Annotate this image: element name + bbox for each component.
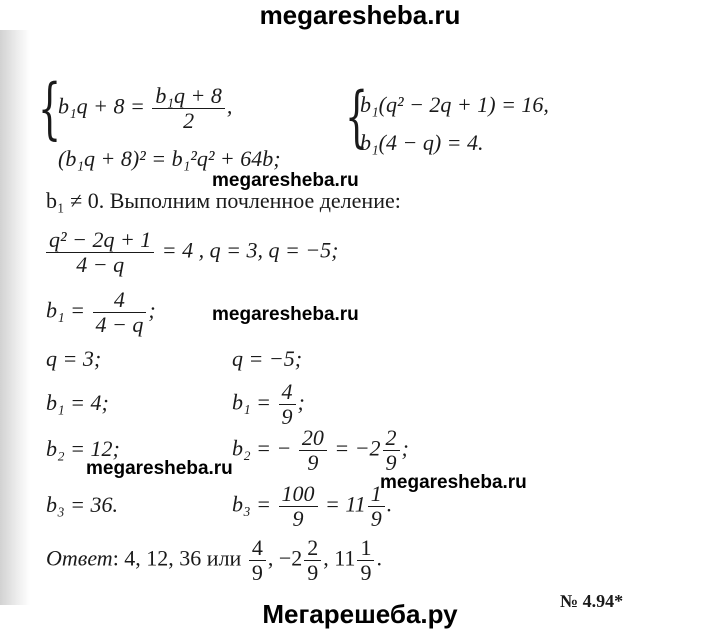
answer-line xyxy=(46,536,382,585)
case2-b2-denominator: 9 xyxy=(307,450,319,475)
b1-formula-numerator: 4 xyxy=(93,288,147,313)
eq1-denominator: 2 xyxy=(183,108,195,133)
case1-b2: b₂ = 12; xyxy=(46,436,120,461)
case2-b2-tail: ; xyxy=(401,435,409,461)
eq1-lhs: b₁q + 8 = xyxy=(58,93,145,119)
left-system-eq1 xyxy=(58,84,232,133)
case2-b2-mixed-fraction xyxy=(383,426,400,475)
b1-formula-fraction xyxy=(93,288,147,337)
eq1-tail: , xyxy=(226,93,233,119)
case2-b1-denominator: 9 xyxy=(281,404,293,429)
case2-b3-mixed-denominator: 9 xyxy=(370,506,382,531)
case2-b2-fraction xyxy=(299,426,327,475)
answer-text3: , 11 xyxy=(323,545,356,571)
b1-formula-lhs: b₁ = xyxy=(46,297,85,323)
right-system-eq1: b₁(q² − 2q + 1) = 16, xyxy=(360,92,549,117)
answer-fraction-2 xyxy=(304,536,321,585)
watermark-mid-1: megaresheba.ru xyxy=(212,170,359,191)
eq1-fraction xyxy=(152,84,225,133)
answer-f2-numerator: 2 xyxy=(304,536,321,561)
case2-q: q = −5; xyxy=(232,346,303,371)
answer-fraction-3 xyxy=(357,536,374,585)
answer-text2: , −2 xyxy=(267,545,303,571)
case2-b2-mixed-numerator: 2 xyxy=(383,426,400,451)
case2-b1-tail: ; xyxy=(297,389,305,415)
case2-b3-mixed-numerator: 1 xyxy=(368,482,385,507)
answer-f2-denominator: 9 xyxy=(307,560,319,585)
b1-formula xyxy=(46,288,156,337)
case2-b2-mixed-denominator: 9 xyxy=(385,450,397,475)
case2-b3 xyxy=(232,482,392,531)
quotient-rest: = 4 , q = 3, q = −5; xyxy=(161,237,339,263)
answer-f1-numerator: 4 xyxy=(249,536,266,561)
answer-text4: . xyxy=(376,545,382,571)
answer-text1: : 4, 12, 36 или xyxy=(112,545,242,571)
case2-b2-numerator: 20 xyxy=(299,426,327,451)
right-system-brace: { xyxy=(345,78,369,155)
case2-b3-fraction xyxy=(279,482,318,531)
case2-b3-numerator: 100 xyxy=(279,482,318,507)
answer-label: Ответ xyxy=(46,545,113,571)
watermark-mid-2: megaresheba.ru xyxy=(212,304,359,325)
right-system-eq2: b₁(4 − q) = 4. xyxy=(360,130,484,155)
case2-b2-lhs: b₂ = − xyxy=(232,435,292,461)
case2-b3-lhs: b₃ = xyxy=(232,491,271,517)
answer-f3-denominator: 9 xyxy=(360,560,372,585)
case2-b3-tail: . xyxy=(386,491,393,517)
case2-b1-lhs: b₁ = xyxy=(232,389,271,415)
division-text: b₁ ≠ 0. Выполним почленное деление: xyxy=(46,188,401,213)
quotient-line xyxy=(44,228,339,277)
answer-fraction-1 xyxy=(249,536,266,585)
watermark-bottom: Мегарешеба.ру xyxy=(262,599,458,629)
quotient-fraction xyxy=(46,228,154,277)
left-system-eq2: (b₁q + 8)² = b₁²q² + 64b; xyxy=(58,146,281,171)
case2-b3-mid: = 11 xyxy=(325,491,366,517)
case2-b2-mid: = −2 xyxy=(334,435,381,461)
case2-b1 xyxy=(232,380,305,429)
quotient-numerator: q² − 2q + 1 xyxy=(46,228,154,253)
b1-formula-tail: ; xyxy=(148,297,156,323)
case2-b3-mixed-fraction xyxy=(368,482,385,531)
case2-b2 xyxy=(232,426,409,475)
quotient-denominator: 4 − q xyxy=(76,252,125,277)
answer-f1-denominator: 9 xyxy=(251,560,263,585)
watermark-top: megaresheba.ru xyxy=(259,0,461,30)
b1-formula-denominator: 4 − q xyxy=(95,312,144,337)
case1-q: q = 3; xyxy=(46,346,102,371)
case1-b3: b₃ = 36. xyxy=(46,492,118,517)
eq1-numerator: b₁q + 8 xyxy=(152,84,225,109)
next-problem-number: № 4.94* xyxy=(560,591,624,611)
case1-b1: b₁ = 4; xyxy=(46,390,109,415)
answer-f3-numerator: 1 xyxy=(357,536,374,561)
watermark-mid-3: megaresheba.ru xyxy=(86,458,233,479)
case2-b3-denominator: 9 xyxy=(292,506,304,531)
watermark-mid-4: megaresheba.ru xyxy=(380,472,527,493)
case2-b1-fraction xyxy=(279,380,296,429)
scan-shadow xyxy=(0,30,30,605)
left-system-brace: { xyxy=(38,70,62,147)
case2-b1-numerator: 4 xyxy=(279,380,296,405)
